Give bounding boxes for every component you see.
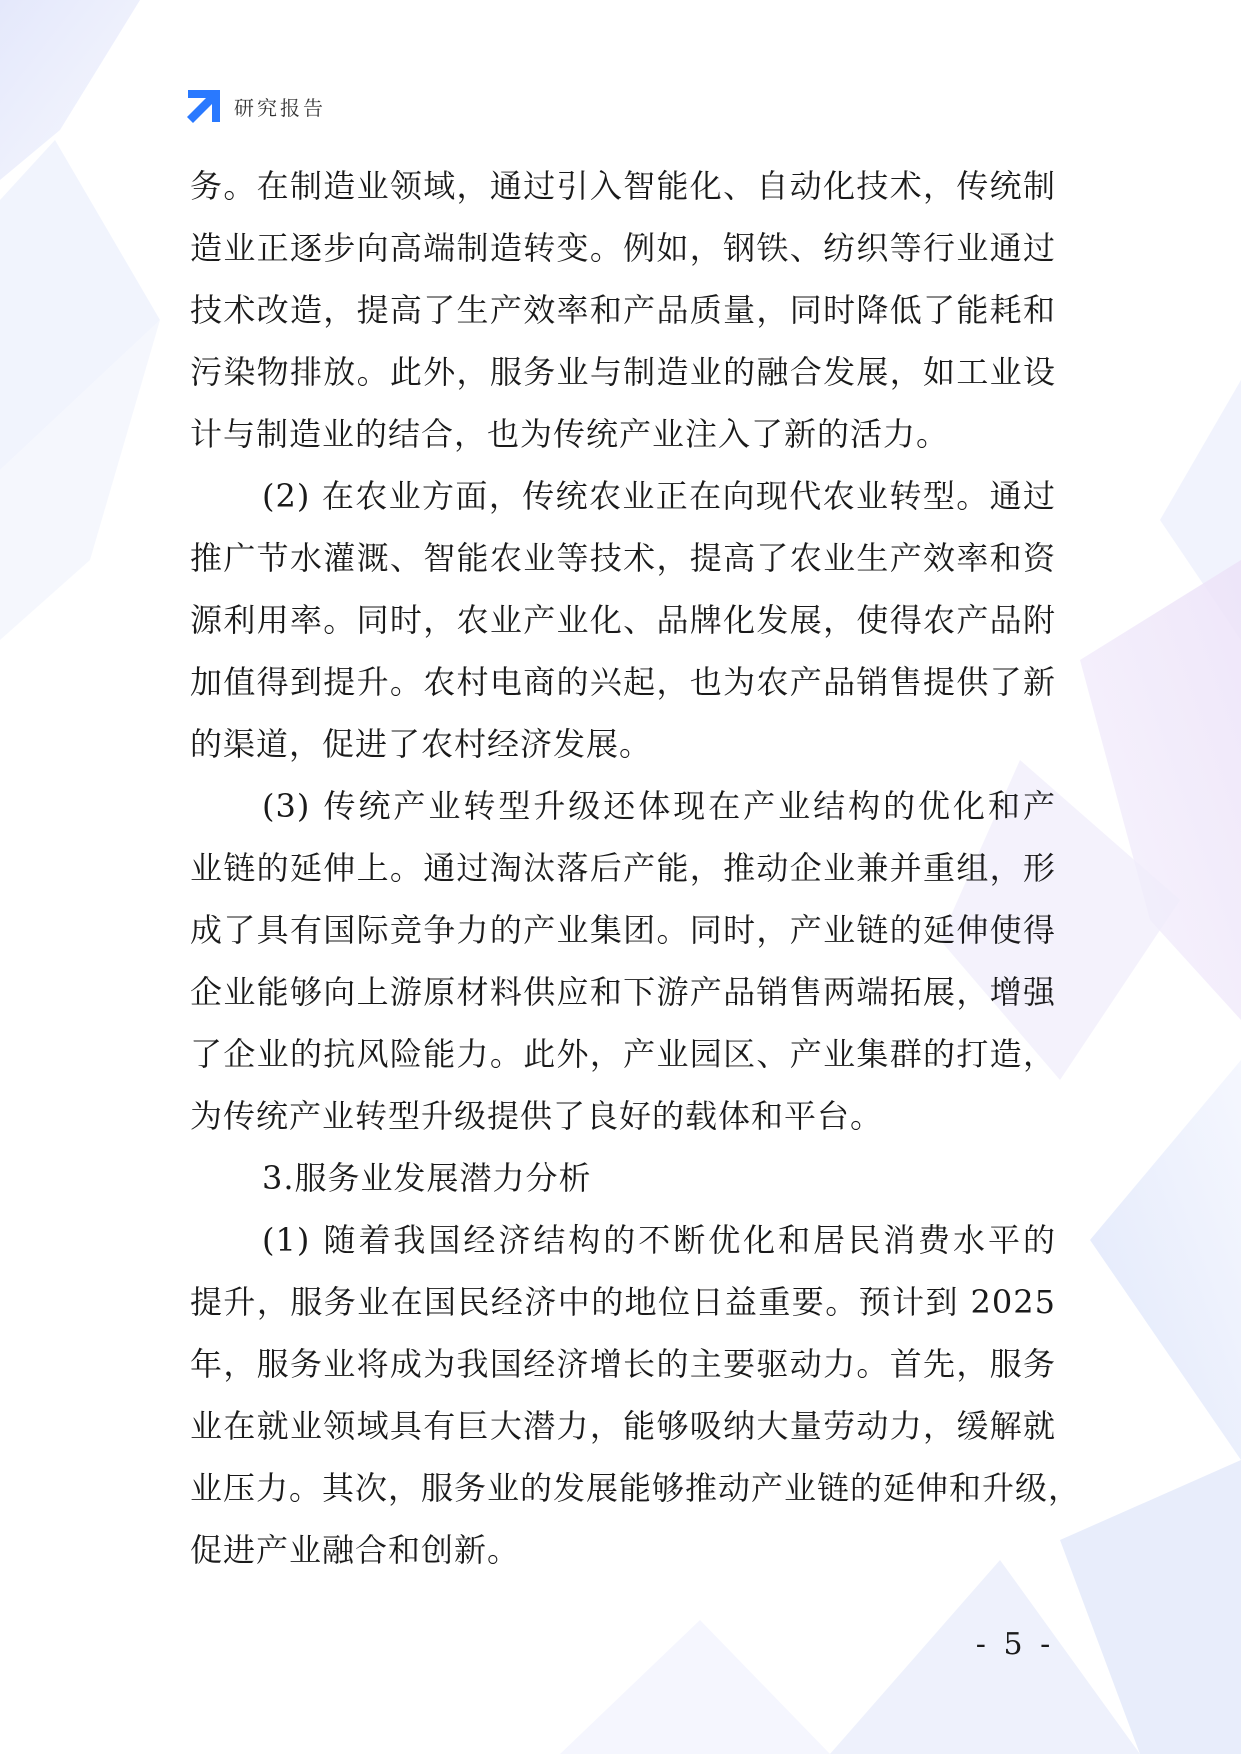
text-line: 企业能够向上游原材料供应和下游产品销售两端拓展，增强 [190, 973, 1056, 1011]
text-line: 了企业的抗风险能力。此外，产业园区、产业集群的打造， [190, 1035, 1056, 1073]
text-line: 务。在制造业领域，通过引入智能化、自动化技术，传统制 [190, 167, 1056, 205]
paragraph [190, 465, 1056, 775]
text-line: 促进产业融合和创新。 [190, 1531, 521, 1569]
text-line: 提升，服务业在国民经济中的地位日益重要。预计到 2025 [190, 1283, 1056, 1321]
text-line: (3) 传统产业转型升级还体现在产业结构的优化和产 [262, 787, 1056, 825]
report-header [186, 88, 326, 124]
text-line: 年，服务业将成为我国经济增长的主要驱动力。首先，服务 [190, 1345, 1056, 1383]
paragraph [190, 1209, 1082, 1581]
document-body [190, 155, 1082, 1581]
text-line: 业在就业领域具有巨大潜力，能够吸纳大量劳动力，缓解就 [190, 1407, 1056, 1445]
header-title: 研究报告 [234, 95, 326, 120]
text-line: (1) 随着我国经济结构的不断优化和居民消费水平的 [262, 1221, 1056, 1259]
text-line: 业链的延伸上。通过淘汰落后产能，推动企业兼并重组，形 [190, 849, 1056, 887]
text-line: 的渠道，促进了农村经济发展。 [190, 725, 653, 763]
text-line: 源利用率。同时，农业产业化、品牌化发展，使得农产品附 [190, 601, 1056, 639]
text-line: 为传统产业转型升级提供了良好的载体和平台。 [190, 1097, 884, 1135]
text-line: 推广节水灌溉、智能农业等技术，提高了农业生产效率和资 [190, 539, 1056, 577]
arrow-up-right-icon [186, 88, 222, 124]
page-number: - 5 - [975, 1627, 1055, 1662]
paragraph [190, 155, 1056, 465]
text-line: 计与制造业的结合，也为传统产业注入了新的活力。 [190, 415, 950, 453]
section-heading [190, 1147, 1056, 1209]
section-heading-text: 3.服务业发展潜力分析 [262, 1159, 592, 1197]
text-line: 成了具有国际竞争力的产业集团。同时，产业链的延伸使得 [190, 911, 1056, 949]
text-line: 造业正逐步向高端制造转变。例如，钢铁、纺织等行业通过 [190, 229, 1056, 267]
text-line: 技术改造，提高了生产效率和产品质量，同时降低了能耗和 [190, 291, 1056, 329]
paragraph [190, 775, 1056, 1147]
text-line: 污染物排放。此外，服务业与制造业的融合发展，如工业设 [190, 353, 1056, 391]
text-line: 加值得到提升。农村电商的兴起，也为农产品销售提供了新 [190, 663, 1056, 701]
text-line: (2) 在农业方面，传统农业正在向现代农业转型。通过 [262, 477, 1056, 515]
text-line: 业压力。其次，服务业的发展能够推动产业链的延伸和升级， [190, 1469, 1082, 1507]
